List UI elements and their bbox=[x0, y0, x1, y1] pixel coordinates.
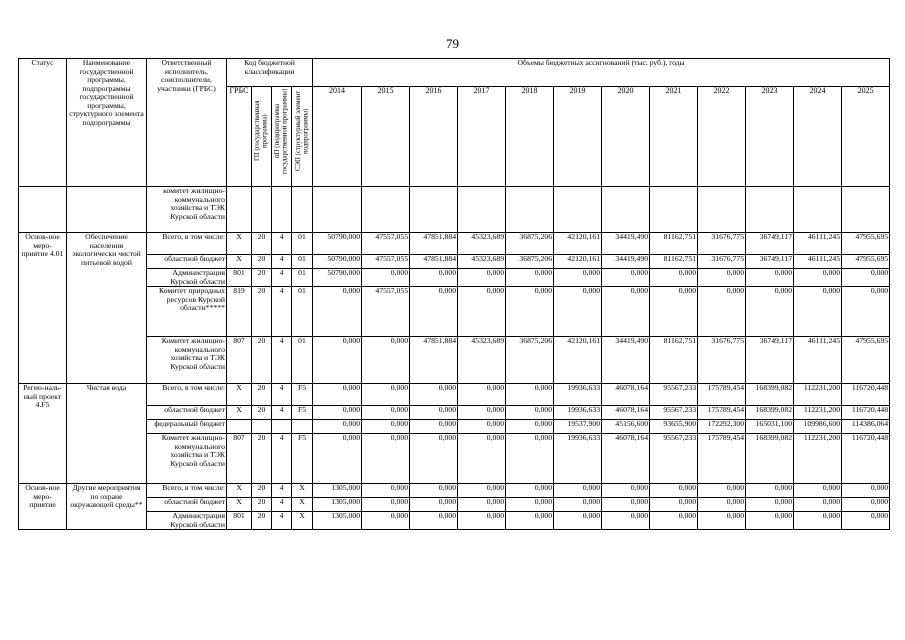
row-value: 19936,633 bbox=[554, 384, 602, 406]
table-row bbox=[19, 255, 890, 269]
row-value: 81162,751 bbox=[650, 337, 698, 384]
row-value: 0,000 bbox=[602, 498, 650, 512]
header-year: 2024 bbox=[794, 87, 842, 187]
row-value: 31676,775 bbox=[698, 233, 746, 255]
header-year: 2022 bbox=[698, 87, 746, 187]
header-year: 2019 bbox=[554, 87, 602, 187]
row-executor: Комитет жилищно-коммунального хозяйства и ТЭК Курской области bbox=[147, 337, 227, 384]
table-row bbox=[19, 269, 890, 287]
header-year: 2025 bbox=[842, 87, 890, 187]
row-value: 31676,775 bbox=[698, 255, 746, 269]
row-value: 0,000 bbox=[746, 484, 794, 498]
row-executor: комитет жилищно-коммунального хозяйства и ТЭК Курской области bbox=[147, 187, 227, 233]
row-value: 95567,233 bbox=[650, 384, 698, 406]
row-value: 47557,055 bbox=[362, 255, 410, 269]
row-grbs: 819 bbox=[227, 287, 252, 337]
row-value: 0,000 bbox=[554, 287, 602, 337]
row-value: 0,000 bbox=[362, 384, 410, 406]
row-value: 0,000 bbox=[313, 420, 362, 434]
row-gp: 20 bbox=[252, 434, 272, 484]
row-value: 0,000 bbox=[410, 384, 458, 406]
row-value: 0,000 bbox=[650, 512, 698, 530]
row-value: 0,000 bbox=[506, 512, 554, 530]
row-executor: Администрация Курской области bbox=[147, 512, 227, 530]
row-grbs: X bbox=[227, 484, 252, 498]
row-value bbox=[554, 187, 602, 233]
row-value: 19537,900 bbox=[554, 420, 602, 434]
row-status: Основ-ное меро-приятие 4.01 bbox=[19, 233, 67, 384]
row-value: 36875,206 bbox=[506, 337, 554, 384]
row-value: 0,000 bbox=[410, 512, 458, 530]
row-value: 0,000 bbox=[602, 484, 650, 498]
row-pgp: 4 bbox=[272, 269, 292, 287]
row-value bbox=[650, 187, 698, 233]
row-value: 47557,055 bbox=[362, 287, 410, 337]
row-value: 0,000 bbox=[842, 498, 890, 512]
row-value bbox=[746, 187, 794, 233]
row-gp: 20 bbox=[252, 337, 272, 384]
row-sep bbox=[292, 420, 313, 434]
row-value: 0,000 bbox=[602, 512, 650, 530]
header-year: 2015 bbox=[362, 87, 410, 187]
row-value: 47851,884 bbox=[410, 337, 458, 384]
row-value: 46111,245 bbox=[794, 255, 842, 269]
row-value: 0,000 bbox=[458, 420, 506, 434]
row-pgp: 4 bbox=[272, 337, 292, 384]
row-value: 112231,200 bbox=[794, 384, 842, 406]
row-pgp: 4 bbox=[272, 434, 292, 484]
row-value: 46111,245 bbox=[794, 337, 842, 384]
row-grbs: 801 bbox=[227, 269, 252, 287]
row-value: 47955,695 bbox=[842, 233, 890, 255]
row-value: 0,000 bbox=[842, 287, 890, 337]
row-value: 45323,689 bbox=[458, 337, 506, 384]
row-value: 0,000 bbox=[362, 434, 410, 484]
row-value: 46078,164 bbox=[602, 384, 650, 406]
row-value: 175789,454 bbox=[698, 406, 746, 420]
table-row bbox=[19, 434, 890, 484]
row-value: 0,000 bbox=[698, 498, 746, 512]
row-value: 0,000 bbox=[602, 287, 650, 337]
row-grbs: X bbox=[227, 498, 252, 512]
row-program-name: Чистая вода bbox=[67, 384, 147, 484]
row-value bbox=[506, 187, 554, 233]
row-executor: областной бюджет bbox=[147, 498, 227, 512]
row-grbs: 807 bbox=[227, 337, 252, 384]
row-pgp: 4 bbox=[272, 384, 292, 406]
header-grbs: ГРБС bbox=[227, 87, 252, 187]
row-value: 0,000 bbox=[506, 269, 554, 287]
row-executor: Комитет жилищно-коммунального хозяйства и ТЭК Курской области bbox=[147, 434, 227, 484]
row-gp: 20 bbox=[252, 406, 272, 420]
row-value: 0,000 bbox=[506, 384, 554, 406]
row-pgp: 4 bbox=[272, 406, 292, 420]
row-grbs bbox=[227, 420, 252, 434]
row-value: 1305,000 bbox=[313, 498, 362, 512]
row-value bbox=[842, 187, 890, 233]
row-value: 0,000 bbox=[602, 269, 650, 287]
row-executor: областной бюджет bbox=[147, 255, 227, 269]
row-value: 95567,233 bbox=[650, 434, 698, 484]
row-pgp: 4 bbox=[272, 512, 292, 530]
row-grbs: X bbox=[227, 233, 252, 255]
row-value bbox=[794, 187, 842, 233]
row-pgp bbox=[272, 420, 292, 434]
row-value: 165031,100 bbox=[746, 420, 794, 434]
row-value: 36749,117 bbox=[746, 233, 794, 255]
table-row bbox=[19, 187, 890, 233]
row-value: 0,000 bbox=[410, 434, 458, 484]
header-year: 2014 bbox=[313, 87, 362, 187]
header-year: 2023 bbox=[746, 87, 794, 187]
row-value: 0,000 bbox=[698, 287, 746, 337]
row-value: 47851,884 bbox=[410, 233, 458, 255]
row-executor: Всего, в том числе: bbox=[147, 484, 227, 498]
row-value: 168399,082 bbox=[746, 406, 794, 420]
row-sep: F5 bbox=[292, 406, 313, 420]
header-budget-code: Код бюджетной классификации bbox=[227, 59, 313, 87]
row-value: 46111,245 bbox=[794, 233, 842, 255]
row-value: 0,000 bbox=[698, 484, 746, 498]
row-value: 0,000 bbox=[554, 498, 602, 512]
row-value: 42120,161 bbox=[554, 255, 602, 269]
row-value: 0,000 bbox=[313, 337, 362, 384]
row-value: 0,000 bbox=[313, 384, 362, 406]
row-value: 0,000 bbox=[410, 484, 458, 498]
row-value: 0,000 bbox=[313, 434, 362, 484]
row-value: 47955,695 bbox=[842, 337, 890, 384]
row-pgp bbox=[272, 187, 292, 233]
row-value: 0,000 bbox=[458, 406, 506, 420]
row-value: 116720,448 bbox=[842, 406, 890, 420]
row-gp: 20 bbox=[252, 269, 272, 287]
header-status: Статус bbox=[19, 59, 67, 187]
row-value: 0,000 bbox=[410, 406, 458, 420]
row-sep: F5 bbox=[292, 384, 313, 406]
row-value: 0,000 bbox=[458, 384, 506, 406]
row-sep: 01 bbox=[292, 269, 313, 287]
row-value: 95567,233 bbox=[650, 406, 698, 420]
row-value: 0,000 bbox=[650, 287, 698, 337]
row-value: 112231,200 bbox=[794, 406, 842, 420]
row-value: 0,000 bbox=[506, 498, 554, 512]
row-value: 0,000 bbox=[842, 484, 890, 498]
row-value: 50790,000 bbox=[313, 269, 362, 287]
row-value: 36875,206 bbox=[506, 233, 554, 255]
row-value: 45156,600 bbox=[602, 420, 650, 434]
row-value: 0,000 bbox=[362, 512, 410, 530]
row-sep: 01 bbox=[292, 337, 313, 384]
row-executor: Администрация Курской области bbox=[147, 269, 227, 287]
row-value: 168399,082 bbox=[746, 384, 794, 406]
row-value bbox=[410, 187, 458, 233]
row-value: 0,000 bbox=[362, 484, 410, 498]
table-row bbox=[19, 406, 890, 420]
header-year: 2021 bbox=[650, 87, 698, 187]
header-gp-text: ГП (государственная программа) bbox=[254, 100, 269, 162]
row-pgp: 4 bbox=[272, 498, 292, 512]
row-value: 34419,490 bbox=[602, 337, 650, 384]
row-value: 112231,200 bbox=[794, 434, 842, 484]
row-sep: F5 bbox=[292, 434, 313, 484]
row-value bbox=[602, 187, 650, 233]
row-value: 36875,206 bbox=[506, 255, 554, 269]
row-value: 81162,751 bbox=[650, 255, 698, 269]
row-status: Основ-ное меро-приятие bbox=[19, 484, 67, 530]
header-program-name: Наименование государственной программы, подпрограммы государственной программы, структурного элемента подпрограммы bbox=[67, 59, 147, 187]
row-value: 0,000 bbox=[650, 498, 698, 512]
row-gp: 20 bbox=[252, 255, 272, 269]
row-gp: 20 bbox=[252, 287, 272, 337]
row-value: 0,000 bbox=[362, 337, 410, 384]
row-grbs bbox=[227, 187, 252, 233]
row-value: 36749,117 bbox=[746, 337, 794, 384]
row-executor: федеральный бюджет bbox=[147, 420, 227, 434]
row-value: 0,000 bbox=[842, 512, 890, 530]
row-gp: 20 bbox=[252, 498, 272, 512]
row-pgp: 4 bbox=[272, 233, 292, 255]
row-value: 19936,633 bbox=[554, 434, 602, 484]
row-value: 45323,689 bbox=[458, 255, 506, 269]
row-value bbox=[362, 187, 410, 233]
row-value: 116720,448 bbox=[842, 384, 890, 406]
header-sep-text: СЭП (структурный элемент подпрограммы) bbox=[294, 90, 310, 172]
row-value: 175789,454 bbox=[698, 384, 746, 406]
row-value: 93655,900 bbox=[650, 420, 698, 434]
row-value: 0,000 bbox=[458, 287, 506, 337]
row-value: 0,000 bbox=[506, 287, 554, 337]
row-sep: 01 bbox=[292, 255, 313, 269]
row-value: 0,000 bbox=[458, 269, 506, 287]
header-pgp bbox=[272, 87, 292, 187]
table-row bbox=[19, 233, 890, 255]
row-program-name: Другие мероприятия по охране окружающей среды** bbox=[67, 484, 147, 530]
row-value: 34419,490 bbox=[602, 233, 650, 255]
row-value: 0,000 bbox=[746, 287, 794, 337]
row-status bbox=[19, 187, 67, 233]
row-gp bbox=[252, 420, 272, 434]
row-value: 42120,161 bbox=[554, 337, 602, 384]
row-sep: 01 bbox=[292, 233, 313, 255]
row-pgp: 4 bbox=[272, 287, 292, 337]
row-gp bbox=[252, 187, 272, 233]
row-value: 0,000 bbox=[313, 287, 362, 337]
header-sep bbox=[292, 87, 313, 187]
row-value: 0,000 bbox=[794, 269, 842, 287]
row-value: 50790,000 bbox=[313, 255, 362, 269]
row-gp: 20 bbox=[252, 384, 272, 406]
row-value: 1305,000 bbox=[313, 512, 362, 530]
table-row bbox=[19, 512, 890, 530]
header-pgp-text: пП (подпрограмма государственной программы) bbox=[274, 88, 289, 174]
row-value: 1305,000 bbox=[313, 484, 362, 498]
row-value: 0,000 bbox=[506, 484, 554, 498]
header-gp bbox=[252, 87, 272, 187]
row-gp: 20 bbox=[252, 233, 272, 255]
budget-table bbox=[18, 58, 890, 530]
row-value: 0,000 bbox=[842, 269, 890, 287]
row-grbs: X bbox=[227, 255, 252, 269]
row-sep: X bbox=[292, 484, 313, 498]
row-gp: 20 bbox=[252, 512, 272, 530]
row-value: 0,000 bbox=[554, 269, 602, 287]
row-executor: Комитет природных ресурсов Курской области***** bbox=[147, 287, 227, 337]
row-value: 47955,695 bbox=[842, 255, 890, 269]
row-value: 0,000 bbox=[794, 484, 842, 498]
header-volumes: Объемы бюджетных ассигнований (тыс. руб.), годы bbox=[313, 59, 890, 87]
row-value: 45323,689 bbox=[458, 233, 506, 255]
row-value: 0,000 bbox=[362, 498, 410, 512]
row-executor: областной бюджет bbox=[147, 406, 227, 420]
row-value: 0,000 bbox=[650, 269, 698, 287]
row-value: 47557,055 bbox=[362, 233, 410, 255]
row-value: 0,000 bbox=[554, 484, 602, 498]
row-grbs: 801 bbox=[227, 512, 252, 530]
row-value: 0,000 bbox=[746, 512, 794, 530]
row-grbs: X bbox=[227, 384, 252, 406]
row-value: 36749,117 bbox=[746, 255, 794, 269]
row-value: 0,000 bbox=[410, 420, 458, 434]
row-value: 0,000 bbox=[313, 406, 362, 420]
row-value: 0,000 bbox=[410, 498, 458, 512]
row-program-name: Обеспечение населения экологически чистой питьевой водой bbox=[67, 233, 147, 384]
row-value: 172292,300 bbox=[698, 420, 746, 434]
table-row bbox=[19, 420, 890, 434]
row-value: 0,000 bbox=[362, 406, 410, 420]
row-value: 81162,751 bbox=[650, 233, 698, 255]
row-sep: X bbox=[292, 512, 313, 530]
row-value: 0,000 bbox=[506, 434, 554, 484]
row-value: 114386,064 bbox=[842, 420, 890, 434]
row-value: 19936,633 bbox=[554, 406, 602, 420]
row-sep: 01 bbox=[292, 287, 313, 337]
row-value: 46078,164 bbox=[602, 434, 650, 484]
header-year: 2020 bbox=[602, 87, 650, 187]
row-gp: 20 bbox=[252, 484, 272, 498]
row-value: 31676,775 bbox=[698, 337, 746, 384]
row-value: 50790,000 bbox=[313, 233, 362, 255]
table-row bbox=[19, 498, 890, 512]
row-value: 0,000 bbox=[698, 512, 746, 530]
page-number: 79 bbox=[446, 36, 459, 51]
row-value: 0,000 bbox=[746, 269, 794, 287]
row-value: 0,000 bbox=[506, 406, 554, 420]
row-value: 116720,448 bbox=[842, 434, 890, 484]
table-row bbox=[19, 337, 890, 384]
row-value: 0,000 bbox=[410, 269, 458, 287]
row-value: 42120,161 bbox=[554, 233, 602, 255]
row-value: 0,000 bbox=[746, 498, 794, 512]
row-value bbox=[313, 187, 362, 233]
row-pgp: 4 bbox=[272, 484, 292, 498]
row-value: 47851,884 bbox=[410, 255, 458, 269]
header-year: 2017 bbox=[458, 87, 506, 187]
row-value: 0,000 bbox=[458, 434, 506, 484]
row-value: 0,000 bbox=[362, 269, 410, 287]
row-value: 0,000 bbox=[794, 287, 842, 337]
row-value: 46078,164 bbox=[602, 406, 650, 420]
row-sep bbox=[292, 187, 313, 233]
row-program-name bbox=[67, 187, 147, 233]
row-value: 0,000 bbox=[554, 512, 602, 530]
row-value: 0,000 bbox=[458, 512, 506, 530]
row-grbs: 807 bbox=[227, 434, 252, 484]
table-row bbox=[19, 287, 890, 337]
header-executor: Ответственный исполнитель, соисполнители, участники (ГРБС) bbox=[147, 59, 227, 187]
row-value bbox=[698, 187, 746, 233]
row-value: 0,000 bbox=[794, 512, 842, 530]
row-value: 109986,600 bbox=[794, 420, 842, 434]
row-grbs: X bbox=[227, 406, 252, 420]
row-value: 0,000 bbox=[458, 498, 506, 512]
header-year: 2016 bbox=[410, 87, 458, 187]
row-value bbox=[458, 187, 506, 233]
row-sep: X bbox=[292, 498, 313, 512]
row-value: 0,000 bbox=[506, 420, 554, 434]
row-value: 0,000 bbox=[650, 484, 698, 498]
table-row bbox=[19, 484, 890, 498]
table-row bbox=[19, 384, 890, 406]
row-value: 0,000 bbox=[410, 287, 458, 337]
row-value: 0,000 bbox=[698, 269, 746, 287]
row-value: 175789,454 bbox=[698, 434, 746, 484]
row-value: 168399,082 bbox=[746, 434, 794, 484]
row-status: Регио-наль-ный проект 4.F5 bbox=[19, 384, 67, 484]
row-executor: Всего, в том числе: bbox=[147, 384, 227, 406]
row-value: 34419,490 bbox=[602, 255, 650, 269]
header-year: 2018 bbox=[506, 87, 554, 187]
row-value: 0,000 bbox=[458, 484, 506, 498]
row-executor: Всего, в том числе: bbox=[147, 233, 227, 255]
row-pgp: 4 bbox=[272, 255, 292, 269]
row-value: 0,000 bbox=[794, 498, 842, 512]
row-value: 0,000 bbox=[362, 420, 410, 434]
